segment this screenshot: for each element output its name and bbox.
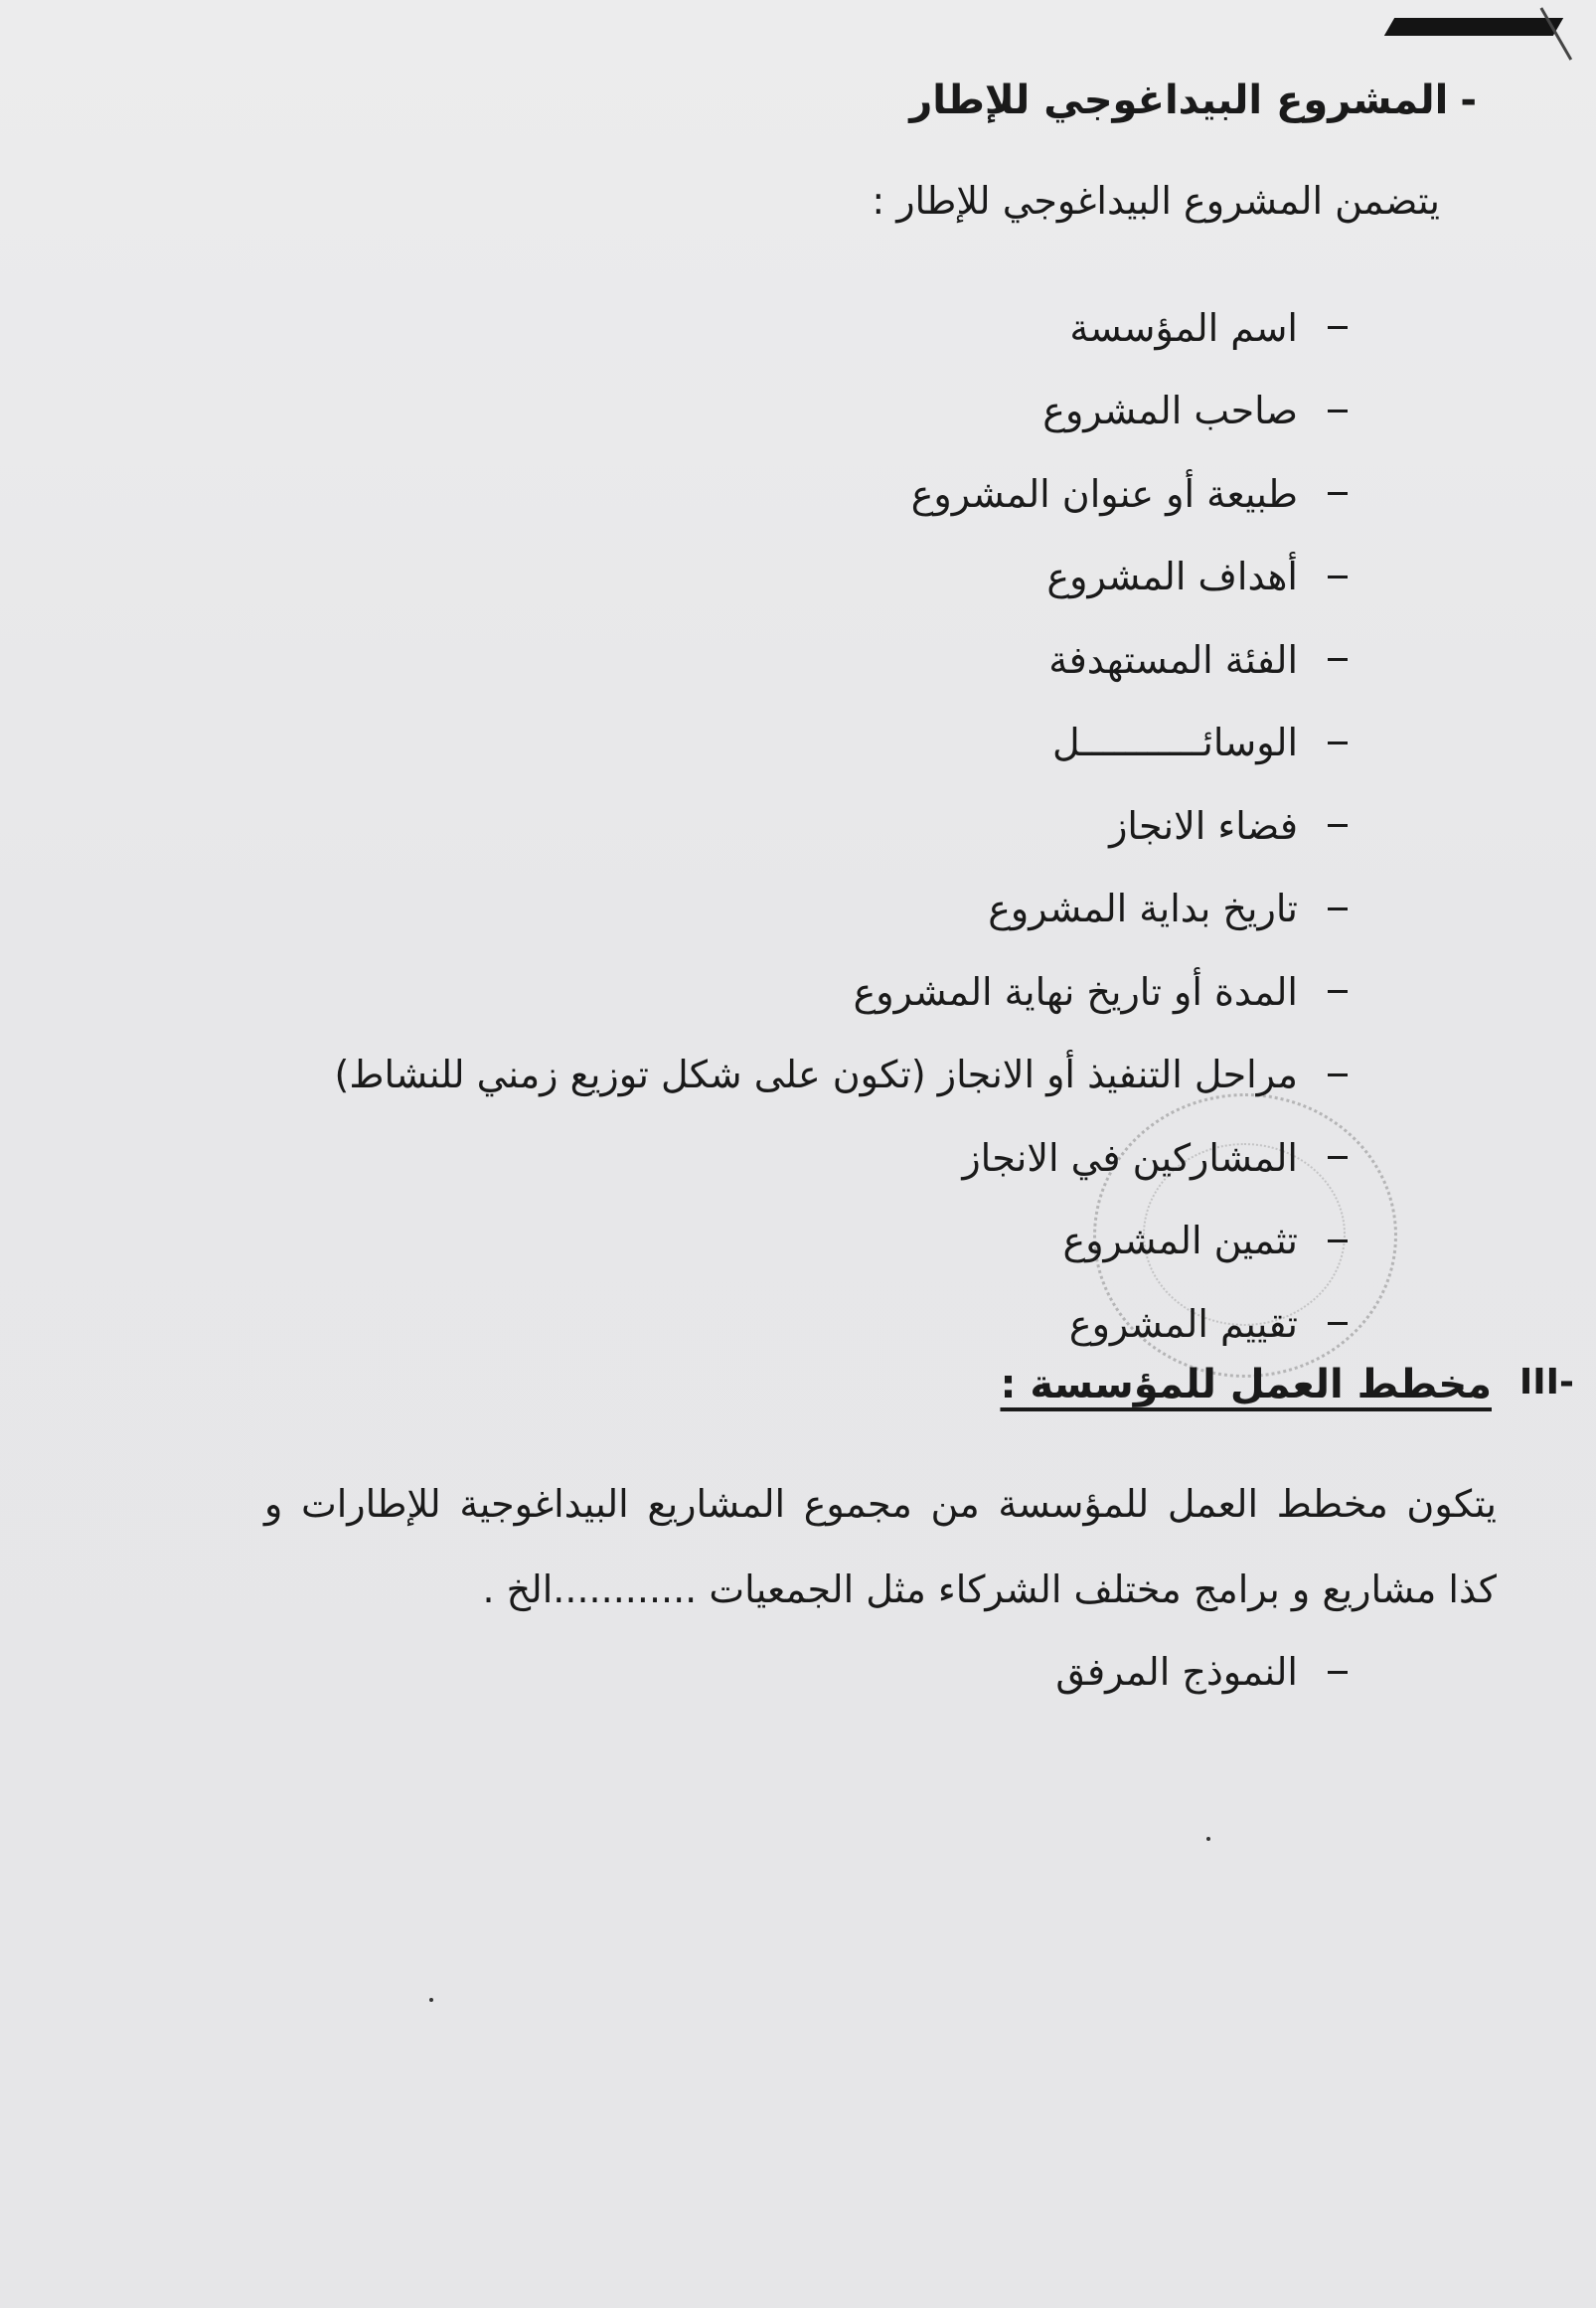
list-item: تثمين المشروع [335, 1200, 1348, 1283]
list-item: تقييم المشروع [335, 1282, 1348, 1366]
list-item: مراحل التنفيذ أو الانجاز (تكون على شكل توزيع زمني للنشاط) [335, 1034, 1348, 1117]
list-item: الفئة المستهدفة [335, 618, 1348, 702]
list-item: فضاء الانجاز [335, 784, 1348, 868]
dash-icon [1328, 824, 1348, 827]
intro-line: يتضمن المشروع البيداغوجي للإطار : [872, 179, 1440, 223]
scan-speck [429, 1998, 433, 2002]
page-title [909, 78, 1477, 123]
list-item: المشاركين في الانجاز [335, 1116, 1348, 1200]
dash-icon [1328, 1239, 1348, 1242]
dash-icon [1328, 742, 1348, 744]
section-title: مخطط العمل للمؤسسة : [1000, 1362, 1492, 1407]
title-text: المشروع البيداغوجي للإطار [909, 78, 1449, 123]
list-item: أهداف المشروع [335, 536, 1348, 619]
dash-icon [1328, 576, 1348, 578]
list-item: صاحب المشروع [335, 370, 1348, 453]
title-lead-mark: - [1460, 78, 1477, 123]
list-item: طبيعة أو عنوان المشروع [335, 452, 1348, 536]
dash-icon [1328, 658, 1348, 661]
list-item: تاريخ بداية المشروع [335, 868, 1348, 951]
dash-icon [1328, 1156, 1348, 1159]
dash-icon [1328, 990, 1348, 993]
scan-speck [1206, 1837, 1210, 1841]
list-item: المدة أو تاريخ نهاية المشروع [335, 950, 1348, 1034]
dash-icon [1328, 410, 1348, 412]
list-item: اسم المؤسسة [335, 286, 1348, 370]
dash-icon [1328, 1322, 1348, 1325]
dash-icon [1328, 907, 1348, 910]
dash-icon [1328, 326, 1348, 329]
dash-icon [1328, 1671, 1348, 1674]
model-item-label: النموذج المرفق [1055, 1650, 1298, 1694]
model-item [1055, 1650, 1348, 1694]
project-contents-list [335, 286, 1348, 1366]
dash-icon [1328, 492, 1348, 495]
list-item: الوسائـــــــــــل [335, 702, 1348, 785]
section-paragraph: يتكون مخطط العمل للمؤسسة من مجموع المشاريع البيداغوجية للإطارات و كذا مشاريع و برامج مختلف الشركاء مثل الجمعيات ............الخ . [264, 1482, 1497, 1611]
dash-icon [1328, 1073, 1348, 1076]
section-number: III- [1518, 1362, 1574, 1402]
